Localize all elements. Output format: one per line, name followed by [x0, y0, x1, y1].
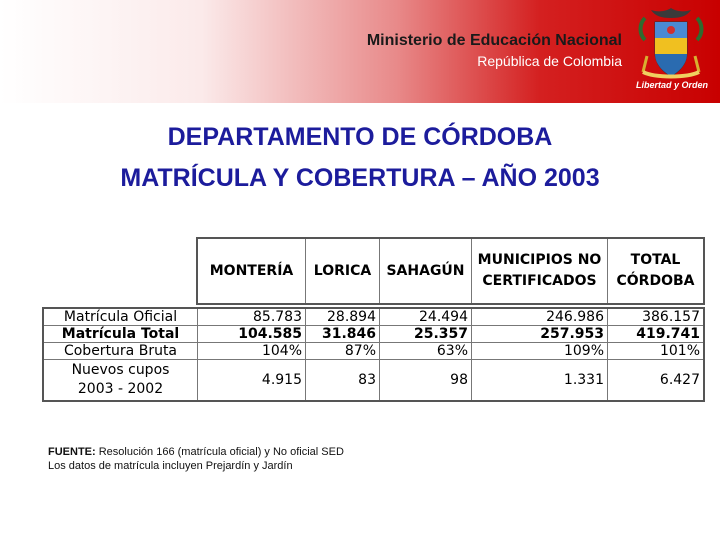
row-label: Matrícula Oficial	[43, 308, 198, 326]
col-header-municipios: MUNICIPIOS NO CERTIFICADOS	[472, 238, 608, 304]
table-cell: 386.157	[608, 308, 705, 326]
page-title-line2: MATRÍCULA Y COBERTURA – AÑO 2003	[120, 164, 600, 192]
note-line: Los datos de matrícula incluyen Prejardín y Jardín	[48, 460, 293, 472]
row-label: Nuevos cupos 2003 - 2002	[43, 360, 198, 402]
table-cell: 6.427	[608, 360, 705, 402]
footnote	[48, 445, 344, 473]
table-cell: 4.915	[198, 360, 306, 402]
row-label: Cobertura Bruta	[43, 343, 198, 360]
col-header-total: TOTAL CÓRDOBA	[608, 238, 705, 304]
table-cell: 83	[306, 360, 380, 402]
table-cell: 25.357	[380, 326, 472, 343]
table-cell: 63%	[380, 343, 472, 360]
table-cell: 109%	[472, 343, 608, 360]
page-title-line1: DEPARTAMENTO DE CÓRDOBA	[167, 123, 553, 151]
table-cell: 104%	[198, 343, 306, 360]
column-header-table	[196, 237, 705, 305]
table-cell: 28.894	[306, 308, 380, 326]
country-subtitle: República de Colombia	[477, 53, 622, 69]
table-row	[43, 326, 704, 343]
header-banner	[0, 0, 720, 103]
table-cell: 419.741	[608, 326, 705, 343]
table-cell: 104.585	[198, 326, 306, 343]
table-cell: 257.953	[472, 326, 608, 343]
motto: Libertad y Orden	[635, 80, 708, 90]
table-row	[43, 343, 704, 360]
col-header-monteria: MONTERÍA	[197, 238, 306, 304]
table-cell: 101%	[608, 343, 705, 360]
table-cell: 1.331	[472, 360, 608, 402]
table-cell: 87%	[306, 343, 380, 360]
table-row	[43, 308, 704, 326]
table-row	[43, 360, 704, 402]
col-header-sahagun: SAHAGÚN	[380, 238, 472, 304]
table-cell: 85.783	[198, 308, 306, 326]
table-cell: 31.846	[306, 326, 380, 343]
col-header-lorica: LORICA	[306, 238, 380, 304]
table-cell: 24.494	[380, 308, 472, 326]
data-table	[42, 307, 705, 402]
table-cell: 98	[380, 360, 472, 402]
row-label: Matrícula Total	[43, 326, 198, 343]
ministry-title: Ministerio de Educación Nacional	[366, 32, 622, 49]
source-line: FUENTE: Resolución 166 (matrícula oficial) y No oficial SED	[48, 446, 344, 458]
table-cell: 246.986	[472, 308, 608, 326]
